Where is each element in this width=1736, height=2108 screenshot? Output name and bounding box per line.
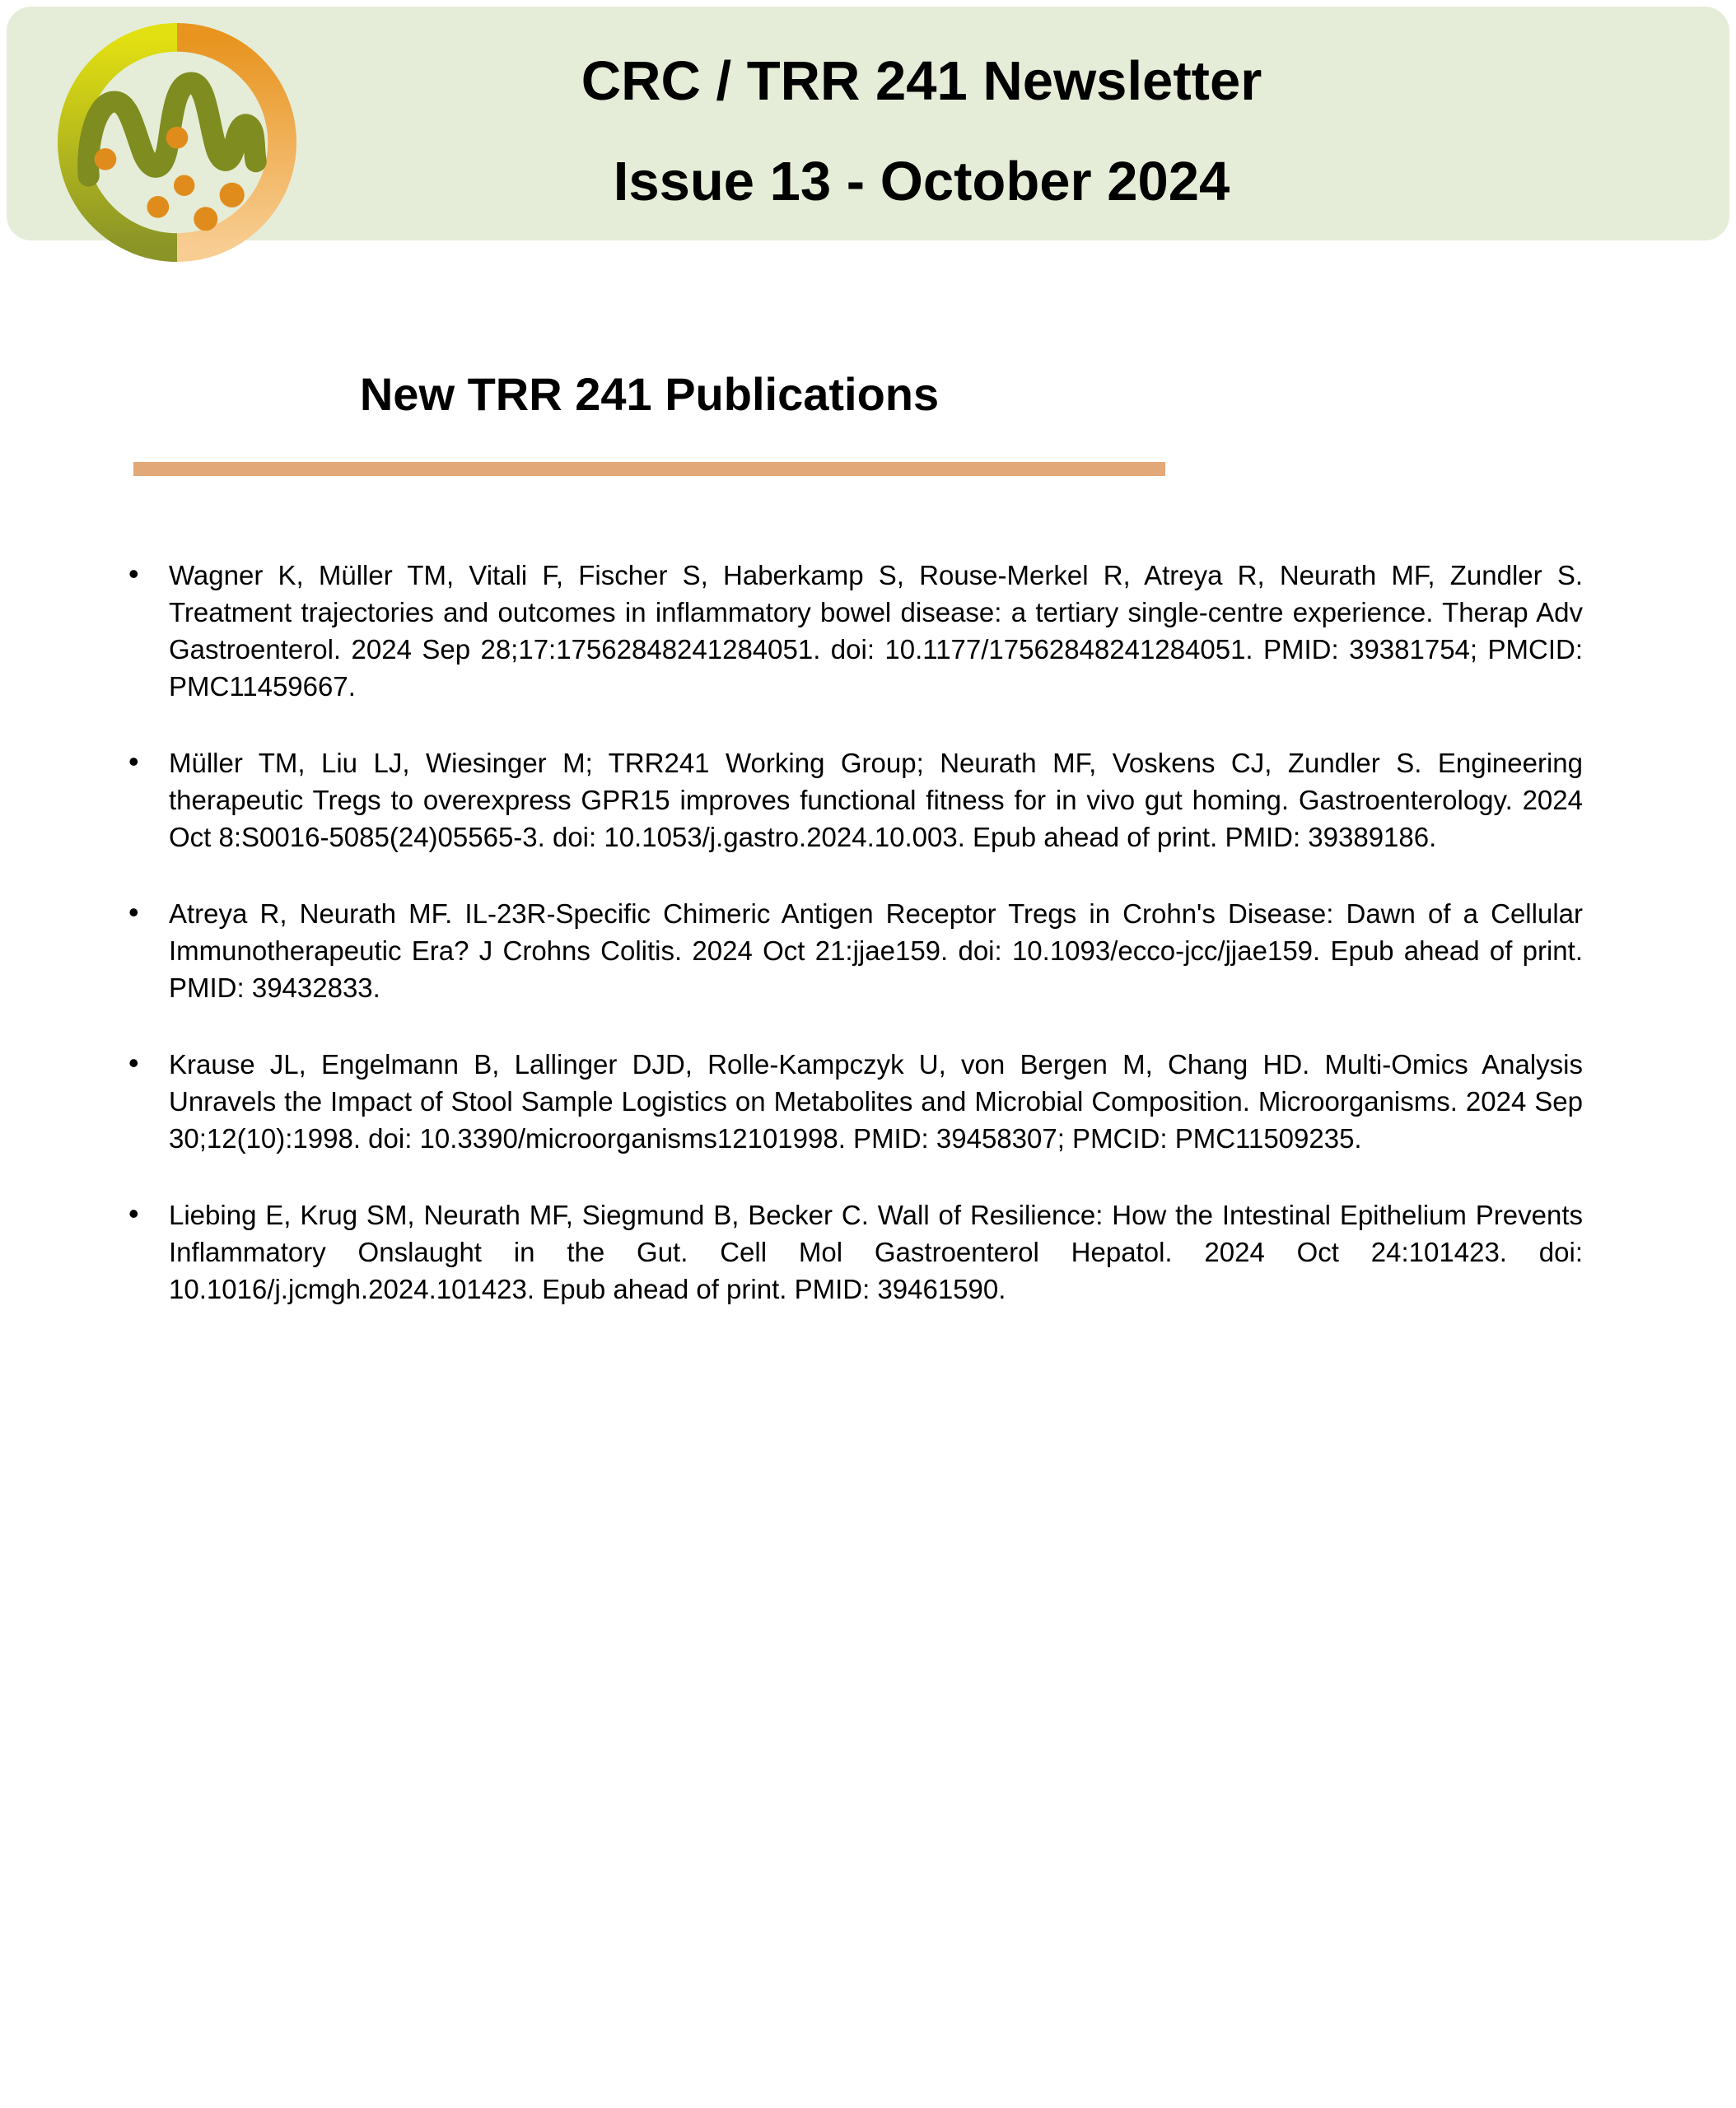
- publication-item: [124, 744, 1583, 856]
- publication-citation: Atreya R, Neurath MF. IL-23R-Specific Chimeric Antigen Receptor Tregs in Crohn's Disease: Dawn of a Cellular Immunotherapeutic Era? J Crohns Colitis. 2024 Oct 21:jjae159. doi: 10.1093/ecco-jcc/jjae159. Epub ahead of print. PMID: 39432833.: [169, 898, 1583, 1003]
- publications-list: [124, 557, 1583, 1347]
- bullet-marker-icon: •: [128, 744, 139, 778]
- publication-citation: Liebing E, Krug SM, Neurath MF, Siegmund B, Becker C. Wall of Resilience: How the Intestinal Epithelium Prevents Inflammatory Onslaught in the Gut. Cell Mol Gastroenterol Hepatol. 2024 Oct 24:101423. doi: 10.1016/j.jcmgh.2024.101423. Epub ahead of print. PMID: 39461590.: [169, 1200, 1583, 1304]
- section-heading: New TRR 241 Publications: [359, 368, 940, 420]
- newsletter-issue: Issue 13 - October 2024: [613, 151, 1230, 213]
- publication-item: [124, 895, 1583, 1006]
- newsletter-header-banner: [7, 7, 1729, 240]
- section-divider-rule: [133, 462, 1165, 476]
- publication-item: [124, 557, 1583, 705]
- publication-citation: Krause JL, Engelmann B, Lallinger DJD, Rolle-Kampczyk U, von Bergen M, Chang HD. Multi-Omics Analysis Unravels the Impact of Stool Sample Logistics on Metabolites and Microbial Composition. Microorganisms. 2024 Sep 30;12(10):1998. doi: 10.3390/microorganisms12101998. PMID: 39458307; PMCID: PMC11509235.: [169, 1049, 1583, 1154]
- bullet-marker-icon: •: [128, 557, 139, 590]
- publication-item: [124, 1046, 1583, 1157]
- newsletter-title: CRC / TRR 241 Newsletter: [581, 50, 1262, 112]
- bullet-marker-icon: •: [128, 1196, 139, 1230]
- header-titles: [7, 7, 1729, 240]
- bullet-marker-icon: •: [128, 1046, 139, 1080]
- publication-citation: Müller TM, Liu LJ, Wiesinger M; TRR241 Working Group; Neurath MF, Voskens CJ, Zundler S. Engineering therapeutic Tregs to overexpress GPR15 improves functional fitness for in vivo gut homing. Gastroenterology. 2024 Oct 8:S0016-5085(24)05565-3. doi: 10.1053/j.gastro.2024.10.003. Epub ahead of print. PMID: 39389186.: [169, 748, 1583, 852]
- publication-citation: Wagner K, Müller TM, Vitali F, Fischer S, Haberkamp S, Rouse-Merkel R, Atreya R, Neurath MF, Zundler S. Treatment trajectories and outcomes in inflammatory bowel disease: a tertiary single-centre experience. Therap Adv Gastroenterol. 2024 Sep 28;17:17562848241284051. doi: 10.1177/17562848241284051. PMID: 39381754; PMCID: PMC11459667.: [169, 560, 1583, 702]
- publications-section: [133, 369, 1165, 476]
- publication-item: [124, 1196, 1583, 1308]
- bullet-marker-icon: •: [128, 895, 139, 929]
